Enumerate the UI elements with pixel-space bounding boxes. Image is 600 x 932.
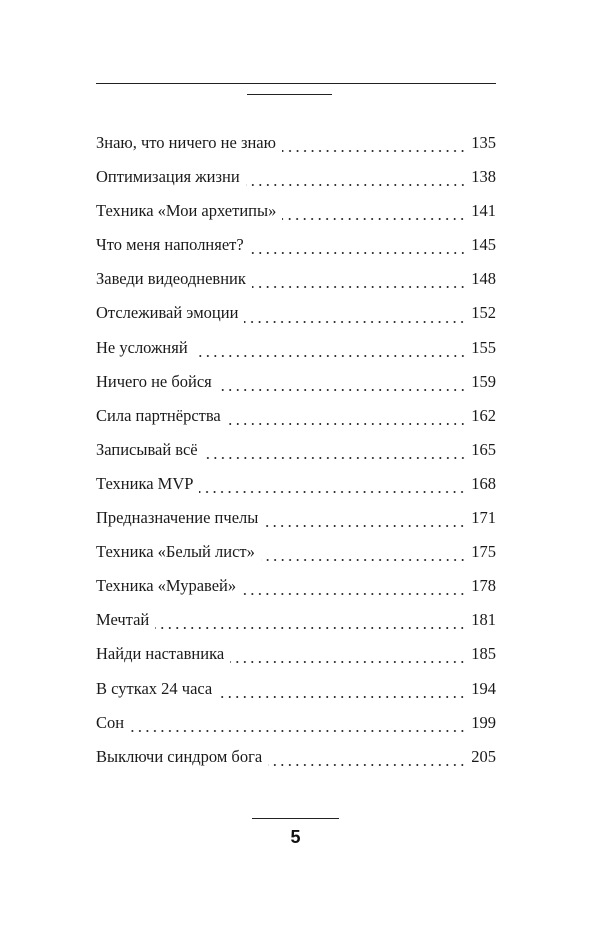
header-short-rule [247,94,332,95]
toc-leader-dots [282,144,466,158]
toc-entry [96,131,496,165]
toc-leader-dots [130,724,466,738]
toc-leader-dots [246,178,467,192]
footer-rule [252,818,339,819]
toc-entry [96,267,496,301]
toc-entry-page: 145 [471,235,496,255]
toc-entry-page: 181 [471,610,496,630]
toc-entry-title: Записывай всё [96,439,198,459]
toc-entry [96,233,496,267]
toc-leader-dots [199,485,466,499]
toc-entry-title: Знаю, что ничего не знаю [96,133,276,152]
toc-entry-page: 138 [471,167,496,187]
toc-entry-title: Техника MVP [96,473,194,493]
toc-entry [96,745,496,779]
toc-entry-title: Сон [96,712,125,732]
toc-entry-title: В сутках 24 часа [96,678,213,698]
toc-leader-dots [230,655,466,669]
toc-entry-page: 165 [471,439,496,459]
toc-leader-dots [282,212,466,226]
toc-entry [96,608,496,642]
toc-entry-page: 194 [471,678,496,698]
toc-leader-dots [252,280,466,294]
toc-leader-dots [268,758,466,772]
toc-leader-dots [261,553,466,567]
toc-leader-dots [218,690,466,704]
toc-entry [96,165,496,199]
toc-entry-page: 162 [471,405,496,425]
toc-entry-page: 152 [471,303,496,323]
toc-entry-title: Мечтай [96,610,150,630]
toc-entry [96,711,496,745]
toc-entry-page: 168 [471,473,496,493]
toc-leader-dots [155,621,466,635]
toc-entry [96,642,496,676]
toc-entry [96,540,496,574]
toc-entry [96,506,496,540]
table-of-contents [96,131,496,779]
header-rule [96,83,496,84]
toc-entry-page: 178 [471,576,496,596]
toc-entry-title: Оптимизация жизни [96,167,240,187]
toc-entry-page: 171 [471,508,496,528]
toc-entry-page: 205 [471,746,496,766]
toc-leader-dots [194,349,467,363]
toc-entry [96,404,496,438]
toc-entry-title: Найди наставника [96,644,225,664]
toc-entry-page: 159 [471,371,496,391]
toc-entry-title: Отслеживай эмоции [96,303,239,323]
toc-entry [96,438,496,472]
toc-entry-page: 185 [471,644,496,664]
toc-entry-title: Что меня наполняет? [96,235,244,255]
toc-entry-page: 199 [471,712,496,732]
toc-leader-dots [250,246,467,260]
toc-entry [96,370,496,404]
toc-entry-title: Техника «Муравей» [96,576,237,596]
toc-entry [96,574,496,608]
page-number: 5 [290,827,301,847]
toc-leader-dots [242,587,466,601]
toc-entry [96,336,496,370]
toc-entry-page: 135 [471,133,496,152]
toc-entry-title: Ничего не бойся [96,371,212,391]
toc-entry [96,677,496,711]
toc-entry-page: 175 [471,542,496,562]
toc-leader-dots [227,417,467,431]
toc-entry-title: Сила партнёрства [96,405,221,425]
toc-entry-page: 141 [471,201,496,221]
toc-leader-dots [218,383,466,397]
toc-entry-title: Не усложняй [96,337,188,357]
toc-leader-dots [244,315,466,329]
toc-entry [96,301,496,335]
toc-entry-title: Техника «Мои архетипы» [96,201,277,221]
toc-entry-title: Предназначение пчелы [96,508,259,528]
toc-entry-page: 148 [471,269,496,289]
toc-leader-dots [204,451,467,465]
toc-entry-title: Выключи синдром бога [96,746,263,766]
toc-entry-title: Заведи видеодневник [96,269,246,289]
toc-entry-title: Техника «Белый лист» [96,542,255,562]
toc-entry-page: 155 [471,337,496,357]
toc-entry [96,472,496,506]
toc-entry [96,199,496,233]
toc-leader-dots [264,519,466,533]
